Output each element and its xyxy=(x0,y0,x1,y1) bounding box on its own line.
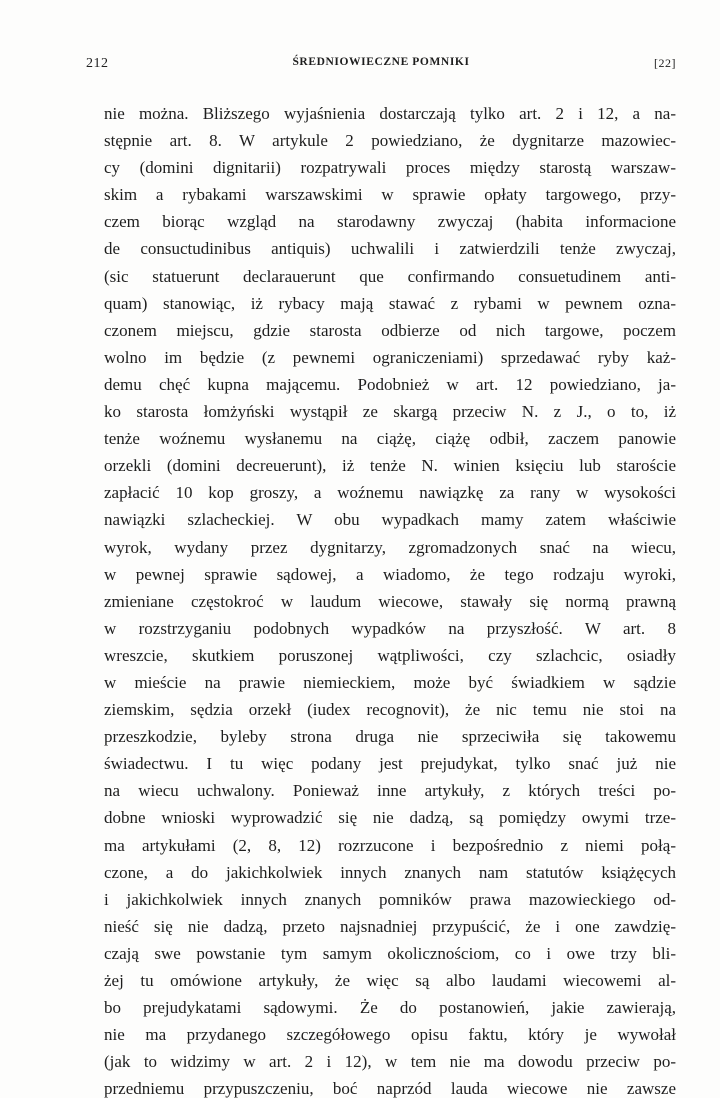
text-line: i jakichkolwiek innych znanych pomników prawa mazowieckiego od- xyxy=(104,889,676,909)
text-line: w pewnej sprawie sądowej, a wiadomo, że tego rodzaju wyroki, xyxy=(104,564,676,584)
running-title: ŚREDNIOWIECZNE POMNIKI xyxy=(292,56,470,68)
text-line: ko starosta łomżyński wystąpił ze skargą przeciw N. z J., o to, iż xyxy=(104,402,676,422)
text-line: quam) stanowiąc, iż rybacy mają stawać z rybami w pewnem ozna- xyxy=(104,293,676,313)
text-line: zapłacić 10 kop groszy, a woźnemu nawiązkę za rany w wysokości xyxy=(104,483,676,503)
text-line: wreszcie, skutkiem poruszonej wątpliwości, czy szlachcic, osiadły xyxy=(104,645,676,665)
text-line: nieść się nie dadzą, przeto najsnadniej przypuścić, że i one zawdzię- xyxy=(104,916,676,936)
text-line: przeszkodzie, byleby strona druga nie sprzeciwiła się takowemu xyxy=(104,727,676,747)
text-line: de consuctudinibus antiquis) uchwalili i zatwierdzili tenże zwyczaj, xyxy=(104,239,676,259)
text-line: (jak to widzimy w art. 2 i 12), w tem nie ma dowodu przeciw po- xyxy=(104,1052,676,1072)
text-line: orzekli (domini decreuerunt), iż tenże N. winien księciu lub staroście xyxy=(104,456,676,476)
page-header xyxy=(86,52,676,76)
section-mark: [22] xyxy=(654,56,676,70)
text-line: stępnie art. 8. W artykule 2 powiedziano, że dygnitarze mazowiec- xyxy=(104,131,676,151)
text-line: wolno im będzie (z pewnemi ograniczeniami) sprzedawać ryby każ- xyxy=(104,347,676,367)
text-line: ziemskim, sędzia orzekł (iudex recognovit), że nic temu nie stoi na xyxy=(104,700,676,720)
text-line: zmieniane częstokroć w laudum wiecowe, stawały się normą prawną xyxy=(104,591,676,611)
text-line: skim a rybakami warszawskimi w sprawie opłaty targowego, przy- xyxy=(104,185,676,205)
body-text xyxy=(104,100,676,1102)
text-line: czem biorąc wzgląd na starodawny zwyczaj (habita informacione xyxy=(104,212,676,232)
text-line: dobne wnioski wyprowadzić się nie dadzą, są pomiędzy owymi trze- xyxy=(104,808,676,828)
text-line: czonem miejscu, gdzie starosta odbierze od nich targowe, poczem xyxy=(104,320,676,340)
text-line: w rozstrzyganiu podobnych wypadków na przyszłość. W art. 8 xyxy=(104,618,676,638)
text-line: czone, a do jakichkolwiek innych znanych nam statutów książęcych xyxy=(104,862,676,882)
text-line: nie ma przydanego szczegółowego opisu faktu, który je wywołał xyxy=(104,1025,676,1045)
text-line: na wiecu uchwalony. Ponieważ inne artykuły, z których treści po- xyxy=(104,781,676,801)
text-line: wyrok, wydany przez dygnitarzy, zgromadzonych snać na wiecu, xyxy=(104,537,676,557)
text-line: nie można. Bliższego wyjaśnienia dostarczają tylko art. 2 i 12, a na- xyxy=(104,104,676,123)
page-number: 212 xyxy=(86,56,109,71)
text-line: w mieście na prawie niemieckiem, może być świadkiem w sądzie xyxy=(104,672,676,692)
text-line: przedniemu przypuszczeniu, boć naprzód lauda wiecowe nie zawsze xyxy=(104,1079,676,1099)
text-line: świadectwu. I tu więc podany jest prejudykat, tylko snać już nie xyxy=(104,754,676,774)
text-line: ma artykułami (2, 8, 12) rozrzucone i bezpośrednio z niemi połą- xyxy=(104,835,676,855)
text-line: nawiązki szlacheckiej. W obu wypadkach mamy zatem właściwie xyxy=(104,510,676,530)
text-line: (sic statuerunt declarauerunt que confirmando consuetudinem anti- xyxy=(104,266,676,286)
text-line: żej tu omówione artykuły, że więc są albo laudami wiecowemi al- xyxy=(104,971,676,990)
text-line: tenże woźnemu wysłanemu na ciążę, ciążę odbił, zaczem panowie xyxy=(104,429,676,449)
text-line: demu chęć kupna mającemu. Podobnież w art. 12 powiedziano, ja- xyxy=(104,374,676,394)
text-line: bo prejudykatami sądowymi. Że do postanowień, jakie zawierają, xyxy=(104,998,676,1018)
text-line: cy (domini dignitarii) rozpatrywali proces między starostą warszaw- xyxy=(104,158,676,178)
text-line: czają swe powstanie tym samym okolicznościom, co i owe trzy bli- xyxy=(104,943,676,963)
